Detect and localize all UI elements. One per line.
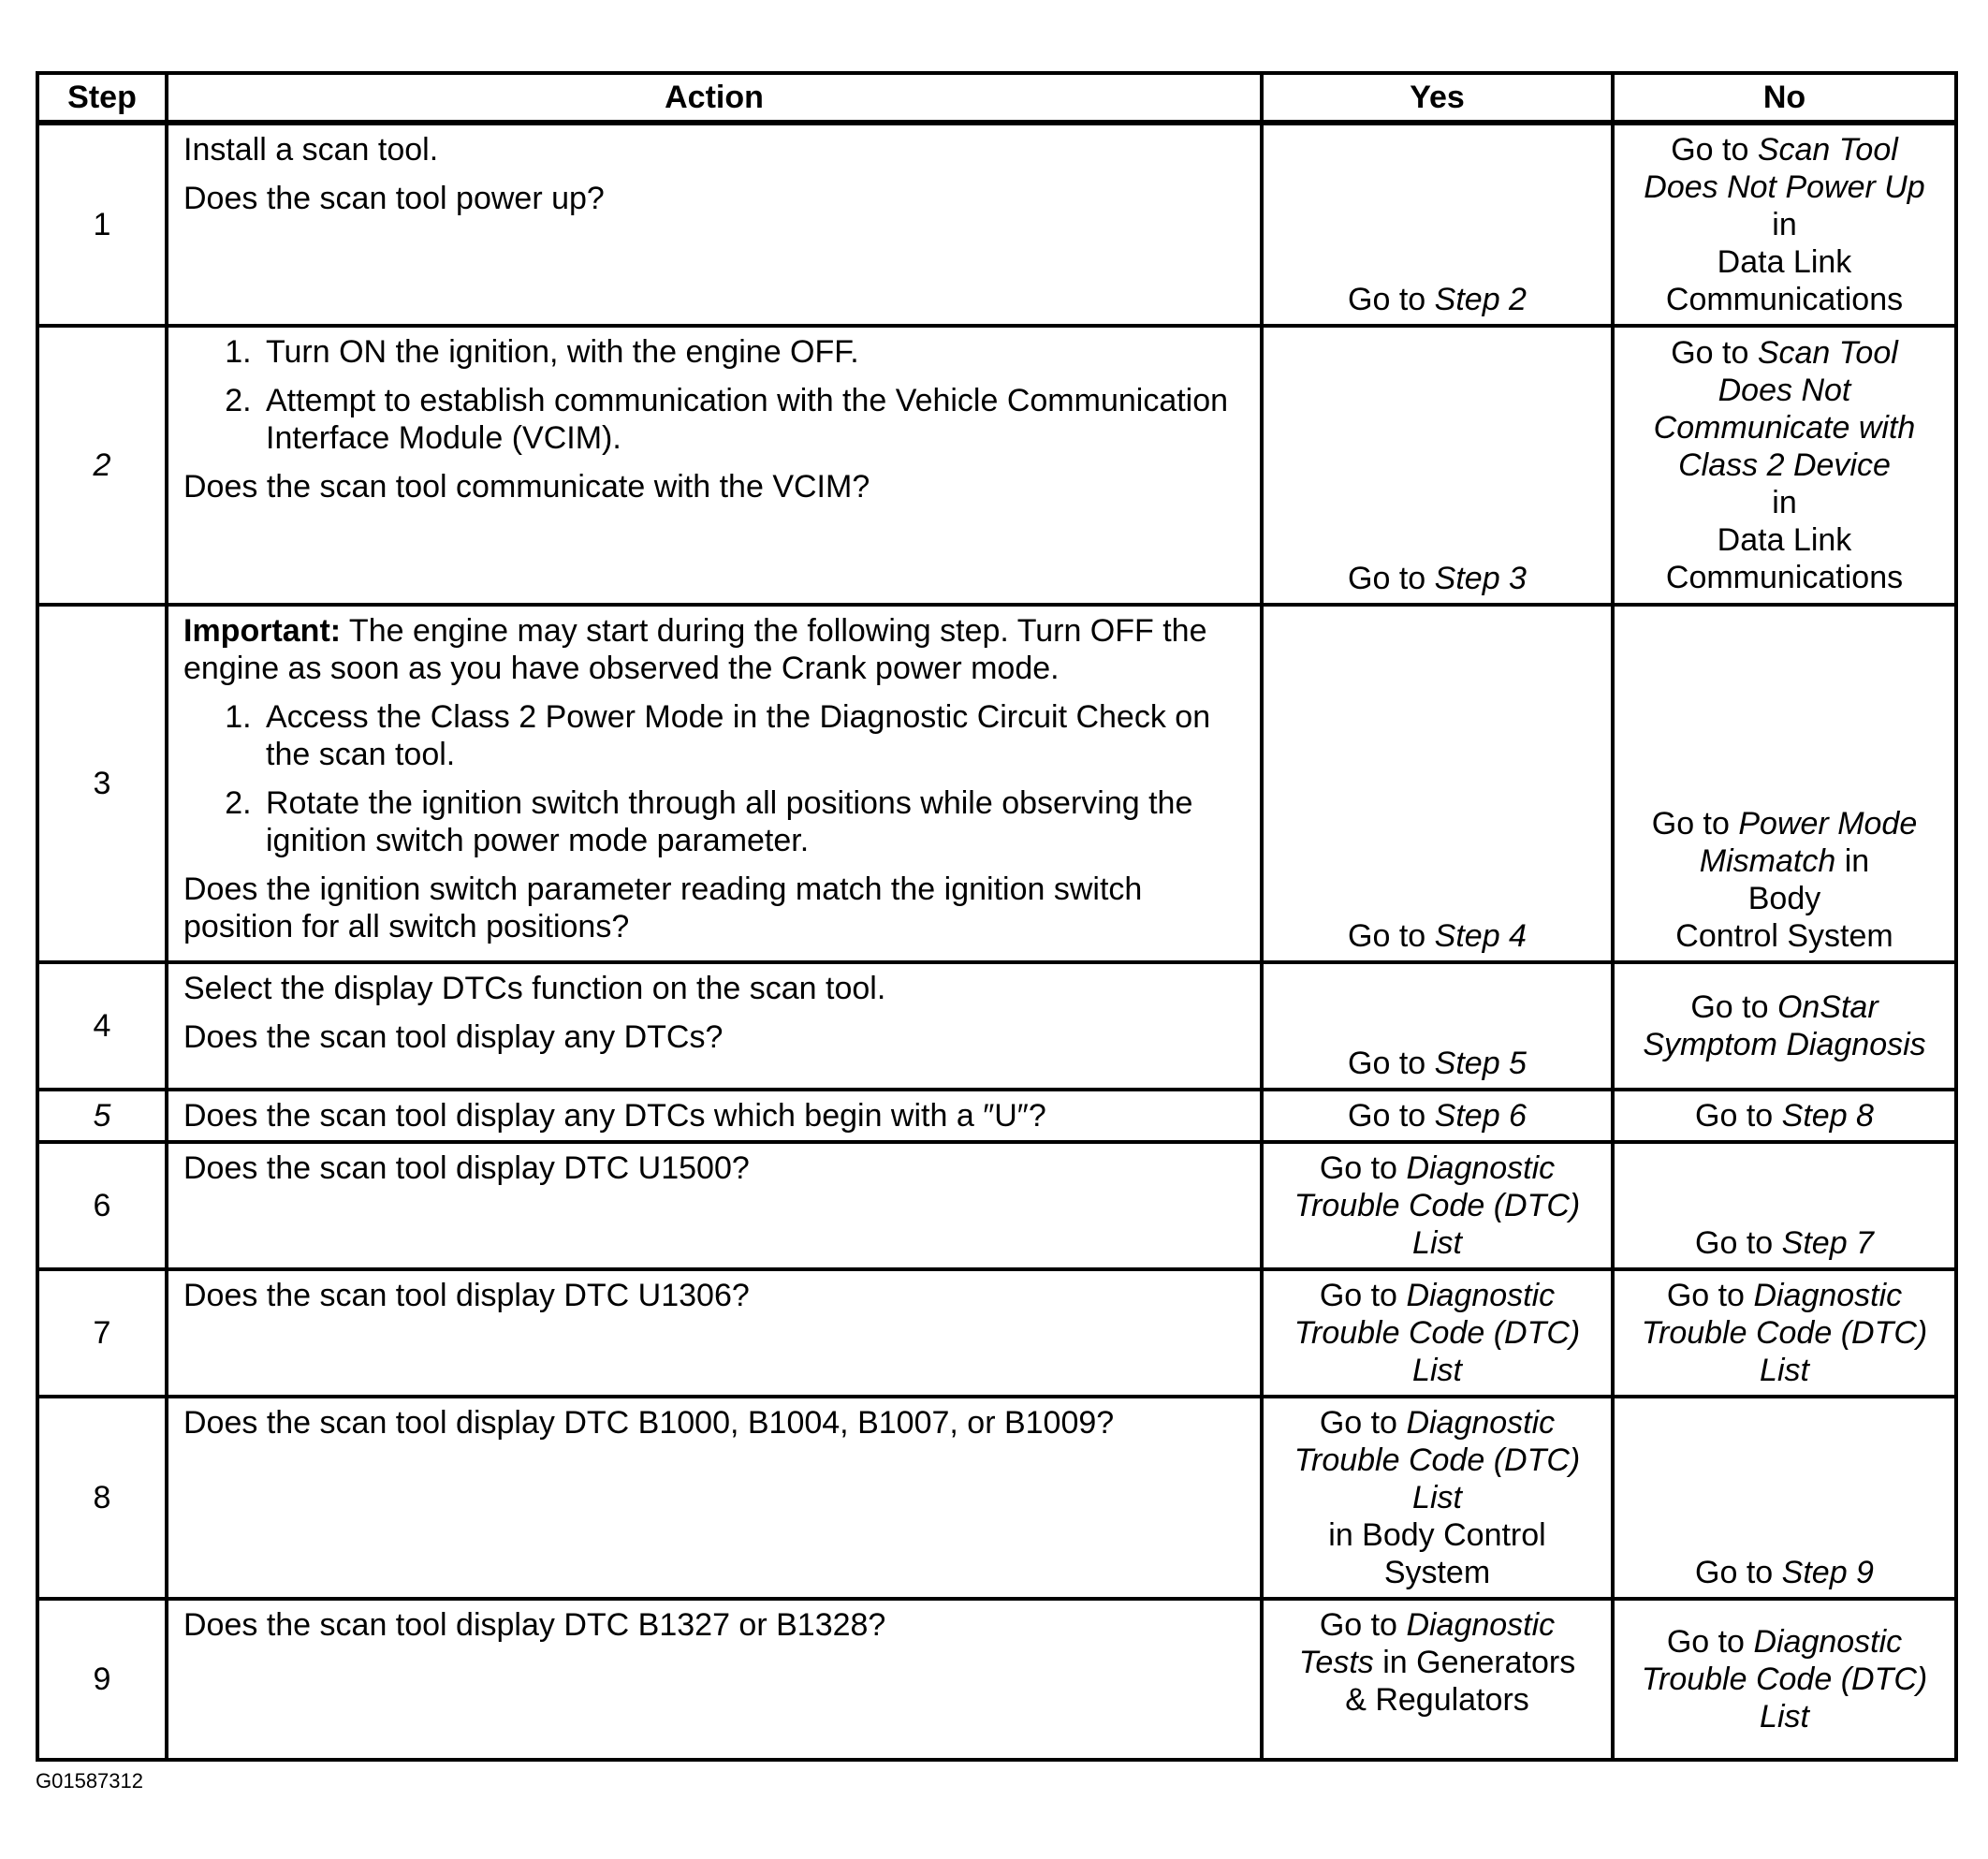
step-link[interactable]: Step 7 [1781,1225,1874,1261]
procedure-link[interactable]: Communicate with [1653,410,1916,446]
yes-cell [1262,1397,1613,1599]
step-link[interactable]: Step 6 [1434,1098,1527,1134]
goto-text: Go to [1348,561,1426,596]
step-number: 8 [37,1397,167,1599]
table-row [37,1599,1956,1760]
table-row [37,326,1956,605]
procedure-link[interactable]: Does Not Power Up [1644,169,1925,205]
procedure-link[interactable]: Diagnostic [1406,1150,1556,1186]
goto-text: Go to [1690,989,1769,1025]
goto-text: Go to [1348,1046,1426,1081]
procedure-link[interactable]: Does Not [1718,373,1851,408]
yes-cell [1262,1090,1613,1142]
section-name: Communications [1665,282,1904,317]
in-text: in [1844,843,1870,879]
section-name: Data Link [1717,244,1852,280]
yes-cell [1262,962,1613,1090]
goto-text: Go to [1666,1624,1745,1660]
yes-cell [1262,605,1613,962]
action-text: Install a scan tool. [183,132,439,168]
goto-text: Go to [1348,282,1426,317]
action-question: Does the scan tool power up? [183,181,605,216]
no-cell [1613,1599,1956,1760]
goto-text: Go to [1695,1098,1774,1134]
important-label: Important: [183,613,342,649]
action-text: Select the display DTCs function on the scan tool. [183,971,886,1006]
table-row [37,1090,1956,1142]
yes-cell [1262,326,1613,605]
no-cell [1613,1090,1956,1142]
step-number: 4 [37,962,167,1090]
section-name: Control System [1675,918,1893,954]
goto-text: Go to [1666,1278,1745,1313]
step-link[interactable]: Step 9 [1781,1555,1874,1590]
procedure-link[interactable]: Trouble Code (DTC) [1294,1188,1581,1223]
action-question: Does the scan tool display DTC B1327 or B1328? [183,1607,886,1643]
action-cell [167,1090,1262,1142]
table-row [37,123,1956,326]
step-number: 2 [37,326,167,605]
step-number: 5 [37,1090,167,1142]
table-row [37,1269,1956,1397]
section-name: Body [1747,881,1821,916]
action-steps [183,333,1247,457]
action-step: 1. Access the Class 2 Power Mode in the Diagnostic Circuit Check on the scan tool. [260,698,1247,773]
important-text: The engine may start during the following step. Turn OFF the engine as soon as you have observed the Crank power mode. [183,613,1207,686]
goto-text: Go to [1671,335,1749,371]
action-cell [167,1599,1262,1760]
section-name: System [1383,1555,1491,1590]
procedure-link[interactable]: Symptom Diagnosis [1643,1027,1926,1062]
procedure-link[interactable]: Mismatch [1699,843,1836,879]
yes-cell [1262,123,1613,326]
goto-text: Go to [1319,1150,1397,1186]
goto-text: Go to [1695,1225,1774,1261]
action-cell [167,1397,1262,1599]
step-link[interactable]: Step 3 [1434,561,1527,596]
action-step: 2. Rotate the ignition switch through all positions while observing the ignition switch power mode parameter. [260,784,1247,859]
header-row [37,73,1956,123]
no-cell [1613,1142,1956,1269]
goto-text: Go to [1671,132,1749,168]
action-cell [167,326,1262,605]
diagnostic-table [36,71,1958,1762]
no-cell [1613,1397,1956,1599]
action-question: Does the scan tool display DTC B1000, B1004, B1007, or B1009? [183,1405,1115,1441]
header-step: Step [37,73,167,123]
no-cell [1613,962,1956,1090]
procedure-link[interactable]: List [1760,1353,1809,1388]
procedure-link[interactable]: OnStar [1776,989,1878,1025]
in-text: in [1772,485,1797,520]
action-steps [183,698,1247,859]
no-cell [1613,1269,1956,1397]
header-action: Action [167,73,1262,123]
step-number: 1 [37,123,167,326]
in-text: in [1772,207,1797,242]
goto-text: Go to [1319,1607,1397,1643]
section-name: Communications [1665,560,1904,595]
action-question: Does the scan tool display DTC U1500? [183,1150,750,1186]
table-row [37,605,1956,962]
procedure-link[interactable]: Scan Tool [1757,335,1898,371]
table-row [37,1397,1956,1599]
step-number: 6 [37,1142,167,1269]
step-link[interactable]: Step 8 [1781,1098,1874,1134]
action-cell [167,1142,1262,1269]
procedure-link[interactable]: Diagnostic [1406,1607,1556,1643]
procedure-link[interactable]: Power Mode [1738,806,1918,842]
goto-text: Go to [1319,1405,1397,1441]
step-link[interactable]: Step 2 [1434,282,1527,317]
procedure-link[interactable]: Trouble Code (DTC) [1294,1315,1581,1351]
action-cell [167,962,1262,1090]
step-link[interactable]: Step 4 [1434,918,1527,954]
procedure-link[interactable]: Trouble Code (DTC) [1641,1661,1928,1697]
yes-cell [1262,1599,1613,1760]
goto-text: Go to [1695,1555,1774,1590]
yes-cell [1262,1269,1613,1397]
procedure-link[interactable]: Diagnostic [1406,1278,1556,1313]
action-cell [167,123,1262,326]
procedure-link[interactable]: List [1760,1699,1809,1735]
action-cell [167,1269,1262,1397]
step-number: 9 [37,1599,167,1760]
section-name: in Body Control [1328,1517,1546,1553]
section-name: & Regulators [1345,1682,1529,1718]
procedure-link[interactable]: List [1412,1353,1462,1388]
procedure-link[interactable]: Trouble Code (DTC) [1641,1315,1928,1351]
goto-text: Go to [1319,1278,1397,1313]
no-cell [1613,326,1956,605]
no-cell [1613,123,1956,326]
action-question: Does the scan tool display DTC U1306? [183,1278,750,1313]
procedure-link[interactable]: Class 2 Device [1678,447,1891,483]
procedure-link[interactable]: Diagnostic [1753,1624,1903,1660]
action-step: 1. Turn ON the ignition, with the engine OFF. [260,333,1247,371]
procedure-link[interactable]: List [1412,1480,1462,1515]
procedure-link[interactable]: Diagnostic [1406,1405,1556,1441]
header-yes: Yes [1262,73,1613,123]
header-no: No [1613,73,1956,123]
action-question: Does the scan tool communicate with the VCIM? [183,469,870,505]
action-cell [167,605,1262,962]
section-name: in Generators [1373,1645,1576,1680]
figure-id: G01587312 [36,1769,143,1793]
goto-text: Go to [1651,806,1730,842]
yes-cell [1262,1142,1613,1269]
section-name: Data Link [1717,522,1852,558]
action-step: 2. Attempt to establish communication with the Vehicle Communication Interface Module (VCIM). [260,382,1247,457]
procedure-link[interactable]: Tests [1298,1645,1374,1680]
table-row [37,962,1956,1090]
table-row [37,1142,1956,1269]
procedure-link[interactable]: Trouble Code (DTC) [1294,1442,1581,1478]
procedure-link[interactable]: List [1412,1225,1462,1261]
no-cell [1613,605,1956,962]
step-number: 3 [37,605,167,962]
step-link[interactable]: Step 5 [1434,1046,1527,1081]
procedure-link[interactable]: Scan Tool [1757,132,1898,168]
goto-text: Go to [1348,918,1426,954]
step-number: 7 [37,1269,167,1397]
goto-text: Go to [1348,1098,1426,1134]
important-note [183,612,1247,687]
action-question: Does the scan tool display any DTCs? [183,1019,724,1055]
action-question: Does the scan tool display any DTCs which begin with a ″U″? [183,1098,1046,1134]
procedure-link[interactable]: Diagnostic [1753,1278,1903,1313]
action-question: Does the ignition switch parameter reading match the ignition switch position for all switch positions? [183,871,1143,944]
